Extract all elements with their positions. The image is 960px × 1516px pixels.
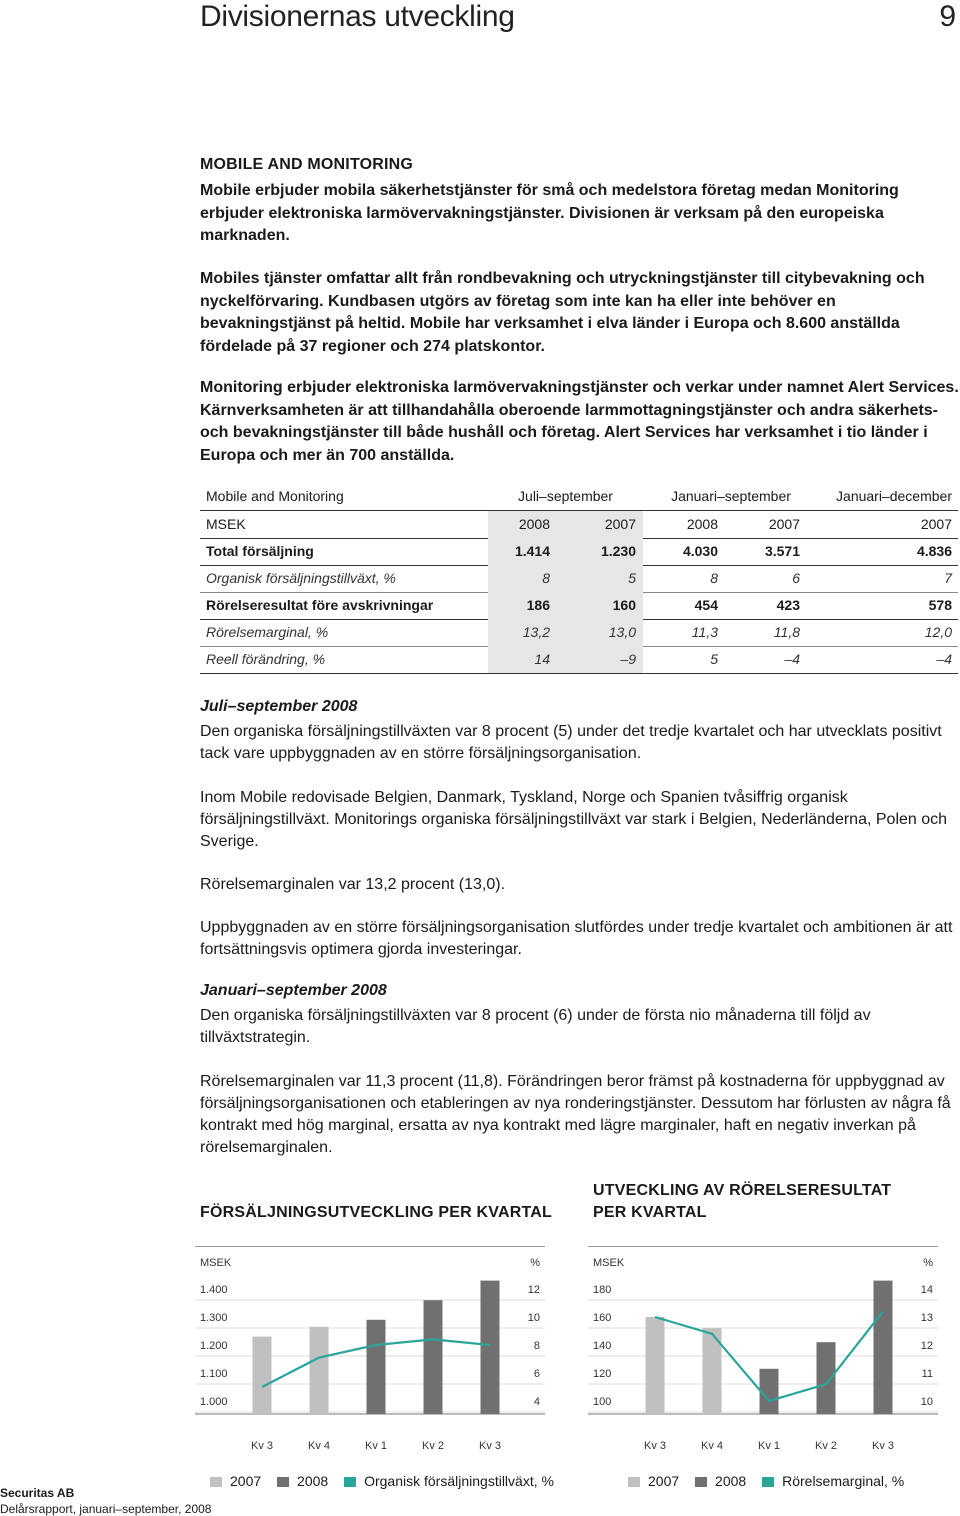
sales-bar-2008-5 bbox=[481, 1281, 500, 1414]
chart-2-legend bbox=[628, 1473, 904, 1489]
sales-left-tick: 1.400 bbox=[200, 1284, 228, 1296]
page-title: Divisionernas utveckling bbox=[200, 0, 515, 33]
margin-left-tick: 120 bbox=[593, 1368, 612, 1380]
margin-category-label: Kv 3 bbox=[643, 1440, 667, 1452]
margin-right-tick: 14 bbox=[920, 1284, 933, 1296]
table-row bbox=[200, 538, 958, 566]
margin-category-label: Kv 3 bbox=[871, 1440, 895, 1452]
margin-chart bbox=[588, 1246, 938, 1458]
margin-category-label: Kv 1 bbox=[757, 1440, 781, 1452]
legend-2007-label: 2007 bbox=[230, 1473, 262, 1489]
margin-right-tick: 12 bbox=[920, 1340, 933, 1352]
legend-margin-label: Rörelsemarginal, % bbox=[782, 1473, 905, 1489]
header-juli-september: Juli–september bbox=[518, 488, 613, 504]
sales-left-unit: MSEK bbox=[200, 1257, 232, 1269]
value-cell: 5 bbox=[710, 651, 718, 667]
margin-left-unit: MSEK bbox=[593, 1257, 625, 1269]
sales-bar-2008-3 bbox=[367, 1320, 386, 1414]
value-cell: 12,0 bbox=[924, 624, 952, 640]
footer-report: Delårsrapport, januari–september, 2008 bbox=[0, 1502, 212, 1516]
sales-category-label: Kv 1 bbox=[364, 1440, 388, 1452]
table-row bbox=[200, 565, 958, 593]
year-cell: 2008 bbox=[686, 516, 718, 532]
sales-left-tick: 1.300 bbox=[200, 1312, 228, 1324]
q3-heading: Juli–september 2008 bbox=[200, 698, 358, 715]
year-cell: 2007 bbox=[920, 516, 952, 532]
chart-1-title: FÖRSÄLJNINGSUTVECKLING PER KVARTAL bbox=[200, 1204, 552, 1221]
ytd-heading: Januari–september 2008 bbox=[200, 982, 387, 999]
table-year-row bbox=[200, 511, 958, 539]
value-cell: 1.414 bbox=[514, 543, 550, 559]
value-cell: 5 bbox=[628, 570, 636, 586]
value-cell: 160 bbox=[612, 597, 636, 613]
margin-left-tick: 140 bbox=[593, 1340, 612, 1352]
sales-left-tick: 1.200 bbox=[200, 1340, 228, 1352]
value-cell: 11,8 bbox=[773, 624, 800, 640]
value-cell: 13,0 bbox=[608, 624, 636, 640]
margin-bar-2008-5 bbox=[874, 1281, 893, 1414]
legend-2008-swatch bbox=[277, 1477, 289, 1487]
sales-bar-2008-4 bbox=[424, 1300, 443, 1414]
chart-2-title: UTVECKLING AV RÖRELSERESULTAT PER KVARTAL bbox=[593, 1182, 892, 1221]
mobile-paragraph: Mobiles tjänster omfattar allt från rondbevakning och utryckningstjänster till citybevakning och nyckelförvaring. Kundbasen utgörs av företag som inte kan ha eller inte behöver en bevakningstjänst på heltid. Mobile har verksamhet i elva länder i Europa och 8.600 anställda fördelade på 37 regioner och 274 platskontor. bbox=[200, 270, 925, 355]
value-cell: –9 bbox=[620, 651, 636, 667]
header-januari-december: Januari–december bbox=[836, 488, 952, 504]
legend-2008-label: 2008 bbox=[715, 1473, 747, 1489]
header-januari-september: Januari–september bbox=[671, 488, 791, 504]
legend-growth-swatch bbox=[344, 1477, 356, 1487]
margin-category-label: Kv 2 bbox=[814, 1440, 838, 1452]
margin-left-tick: 160 bbox=[593, 1312, 612, 1324]
table-title: Mobile and Monitoring bbox=[206, 488, 344, 504]
value-cell: 8 bbox=[542, 570, 550, 586]
margin-bar-2007-1 bbox=[646, 1317, 665, 1414]
value-cell: 578 bbox=[928, 597, 952, 613]
table-header-row bbox=[200, 483, 958, 511]
q3-paragraph-2: Inom Mobile redovisade Belgien, Danmark, Tyskland, Norge och Spanien tvåsiffrig organisk försäljningstillväxt. Monitorings organiska försäljningstillväxt var stark i Belgien, Nederländerna, Polen och Sverige. bbox=[200, 789, 948, 850]
sales-right-tick: 6 bbox=[533, 1368, 540, 1380]
margin-right-tick: 13 bbox=[920, 1312, 933, 1324]
sales-category-label: Kv 3 bbox=[250, 1440, 274, 1452]
sales-right-tick: 12 bbox=[527, 1284, 540, 1296]
sales-right-tick: 8 bbox=[533, 1340, 540, 1352]
margin-left-tick: 100 bbox=[593, 1396, 612, 1408]
margin-category-label: Kv 4 bbox=[700, 1440, 724, 1452]
sales-right-unit: % bbox=[530, 1257, 540, 1269]
margin-bar-2008-4 bbox=[817, 1342, 836, 1414]
value-cell: 6 bbox=[792, 570, 800, 586]
monitoring-paragraph: Monitoring erbjuder elektroniska larmövervakningstjänster och verkar under namnet Alert Services. Kärnverksamheten är att tillhandahålla oberoende larmmottagningstjänster och andra säkerhets- och bevakningstjänster till både hushåll och företag. Alert Services har verksamhet i tio länder i Europa och mer än 700 anställda. bbox=[200, 379, 959, 464]
value-cell: 13,2 bbox=[522, 624, 550, 640]
q3-paragraph-4: Uppbyggnaden av en större försäljningsorganisation slutfördes under tredje kvartalet och ambitionen är att fortsättningsvis optimera gjorda investeringar. bbox=[200, 919, 953, 958]
year-cell: 2007 bbox=[768, 516, 800, 532]
ytd-paragraph-2: Rörelsemarginalen var 11,3 procent (11,8). Förändringen beror främst på kostnaderna för uppbyggnad av försäljningsorganisationen och etableringen av nya ronderingstjänster. Dessutom har förlusten av några få kontrakt med hög marginal, ersatta av nya kontrakt med lägre marginaler, haft en negativ inverkan på rörelsemarginalen. bbox=[200, 1073, 951, 1156]
value-cell: 14 bbox=[534, 651, 550, 667]
legend-2007-swatch bbox=[628, 1477, 640, 1487]
value-cell: 4.836 bbox=[916, 543, 952, 559]
legend-margin-swatch bbox=[762, 1477, 774, 1487]
sales-category-label: Kv 3 bbox=[478, 1440, 502, 1452]
sales-left-tick: 1.000 bbox=[200, 1396, 228, 1408]
margin-bar-2008-3 bbox=[760, 1369, 779, 1414]
sales-category-label: Kv 2 bbox=[421, 1440, 445, 1452]
sales-category-label: Kv 4 bbox=[307, 1440, 331, 1452]
row-label: Rörelseresultat före avskrivningar bbox=[206, 597, 434, 613]
sales-bar-2007-2 bbox=[310, 1327, 329, 1414]
sales-bar-2007-1 bbox=[253, 1337, 272, 1414]
sales-right-tick: 10 bbox=[527, 1312, 540, 1324]
legend-2008-label: 2008 bbox=[297, 1473, 329, 1489]
value-cell: 7 bbox=[944, 570, 952, 586]
margin-left-tick: 180 bbox=[593, 1284, 612, 1296]
section-title: MOBILE AND MONITORING bbox=[200, 156, 414, 173]
value-cell: 454 bbox=[694, 597, 718, 613]
year-cell: 2008 bbox=[518, 516, 550, 532]
table-row bbox=[200, 619, 958, 647]
value-cell: 4.030 bbox=[682, 543, 718, 559]
unit-label: MSEK bbox=[206, 516, 246, 532]
intro-paragraph: Mobile erbjuder mobila säkerhetstjänster för små och medelstora företag medan Monitoring erbjuder elektroniska larmövervakningstjänster. Divisionen är verksam på den europeiska marknaden. bbox=[200, 182, 899, 244]
value-cell: –4 bbox=[784, 651, 800, 667]
legend-2007-swatch bbox=[210, 1477, 222, 1487]
margin-right-tick: 11 bbox=[921, 1368, 933, 1380]
legend-growth-label: Organisk försäljningstillväxt, % bbox=[364, 1473, 554, 1489]
table-row bbox=[200, 592, 958, 620]
value-cell: 8 bbox=[710, 570, 718, 586]
sales-chart bbox=[195, 1246, 545, 1458]
margin-right-unit: % bbox=[923, 1257, 933, 1269]
year-cell: 2007 bbox=[604, 516, 636, 532]
row-label: Reell förändring, % bbox=[206, 651, 326, 667]
row-label: Organisk försäljningstillväxt, % bbox=[206, 570, 396, 586]
value-cell: 1.230 bbox=[600, 543, 636, 559]
table-row bbox=[200, 646, 958, 674]
legend-2007-label: 2007 bbox=[648, 1473, 680, 1489]
chart-1-legend bbox=[210, 1473, 554, 1489]
row-label: Rörelsemarginal, % bbox=[206, 624, 329, 640]
value-cell: 3.571 bbox=[764, 543, 800, 559]
sales-right-tick: 4 bbox=[533, 1396, 540, 1408]
margin-right-tick: 10 bbox=[920, 1396, 933, 1408]
page-number: 9 bbox=[939, 0, 956, 33]
row-label: Total försäljning bbox=[206, 543, 314, 559]
ytd-paragraph-1: Den organiska försäljningstillväxten var 8 procent (6) under de första nio månaderna till följd av tillväxtstrategin. bbox=[200, 1007, 871, 1046]
value-cell: –4 bbox=[936, 651, 952, 667]
legend-2008-swatch bbox=[695, 1477, 707, 1487]
footer-company: Securitas AB bbox=[0, 1486, 75, 1500]
value-cell: 11,3 bbox=[691, 624, 718, 640]
sales-left-tick: 1.100 bbox=[200, 1368, 228, 1380]
q3-paragraph-1: Den organiska försäljningstillväxten var 8 procent (5) under det tredje kvartalet och har utvecklats positivt tack vare uppbyggnaden av en större försäljningsorganisation. bbox=[200, 723, 942, 762]
q3-paragraph-3: Rörelsemarginalen var 13,2 procent (13,0). bbox=[200, 876, 506, 893]
value-cell: 186 bbox=[526, 597, 550, 613]
value-cell: 423 bbox=[776, 597, 800, 613]
